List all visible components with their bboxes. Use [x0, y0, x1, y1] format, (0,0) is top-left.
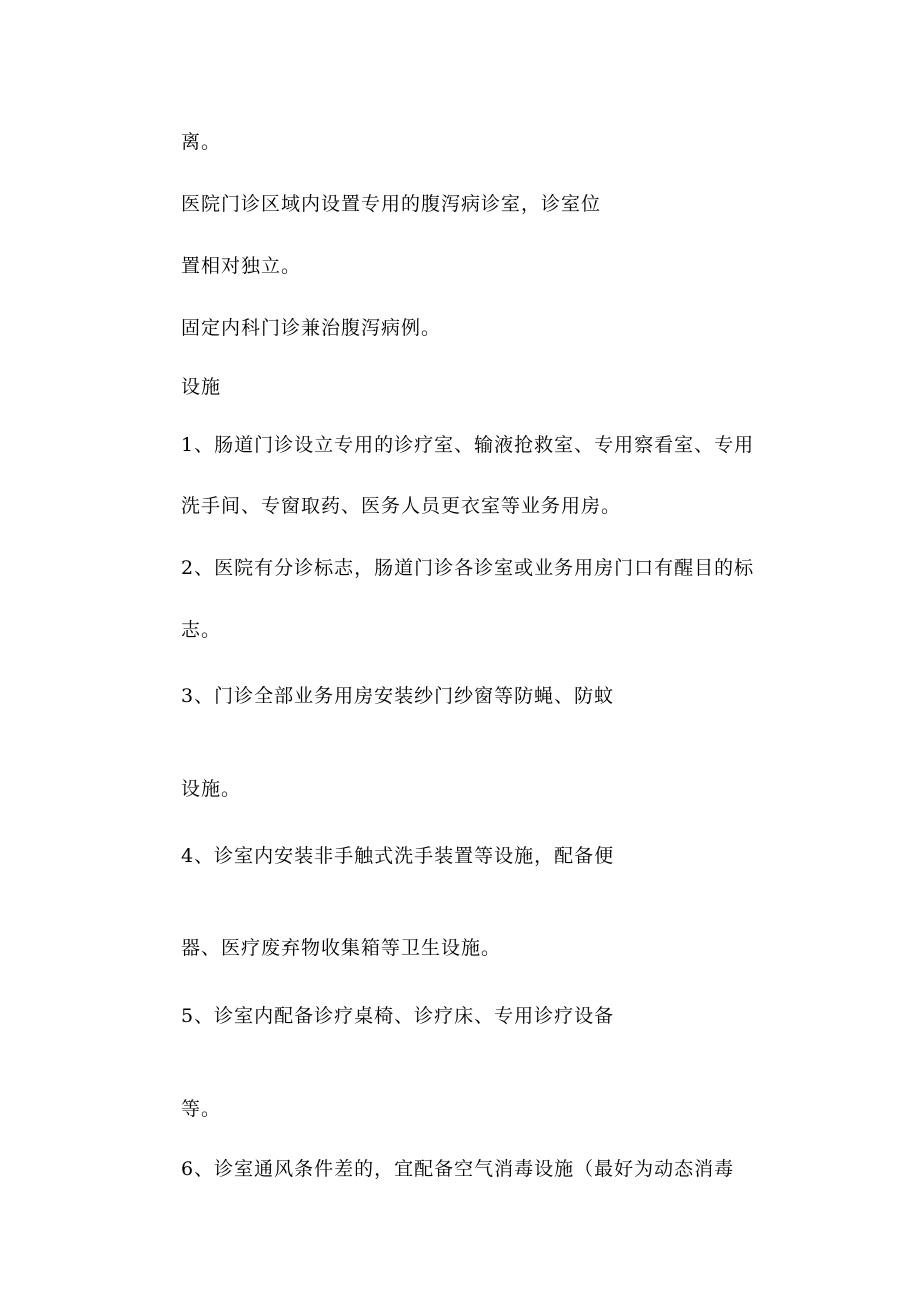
- text-line: 5、诊室内配备诊疗桌椅、诊疗床、专用诊疗设备: [181, 1005, 615, 1027]
- text-line: 置相对独立。: [181, 255, 302, 277]
- text-line: 医院门诊区域内设置专用的腹泻病诊室，诊室位: [181, 193, 602, 215]
- text-line: 6、诊室通风条件差的，宜配备空气消毒设施（最好为动态消毒: [181, 1158, 735, 1180]
- section-heading: 设施: [181, 376, 222, 398]
- text-line: 1、肠道门诊设立专用的诊疗室、输液抢救室、专用察看室、专用: [181, 434, 755, 456]
- text-line: 志。: [181, 619, 222, 641]
- text-line: 3、门诊全部业务用房安装纱门纱窗等防蝇、防蚊: [181, 685, 615, 707]
- text-line: 固定内科门诊兼治腹泻病例。: [181, 317, 442, 339]
- text-line: 洗手间、专窗取药、医务人员更衣室等业务用房。: [181, 495, 622, 517]
- text-line: 2、医院有分诊标志，肠道门诊各诊室或业务用房门口有醒目的标: [181, 557, 755, 579]
- text-line: 器、医疗废弃物收集箱等卫生设施。: [181, 937, 502, 959]
- text-line: 设施。: [181, 778, 242, 800]
- text-line: 等。: [181, 1098, 222, 1120]
- text-line: 离。: [181, 131, 222, 153]
- text-line: 4、诊室内安装非手触式洗手装置等设施，配备便: [181, 845, 615, 867]
